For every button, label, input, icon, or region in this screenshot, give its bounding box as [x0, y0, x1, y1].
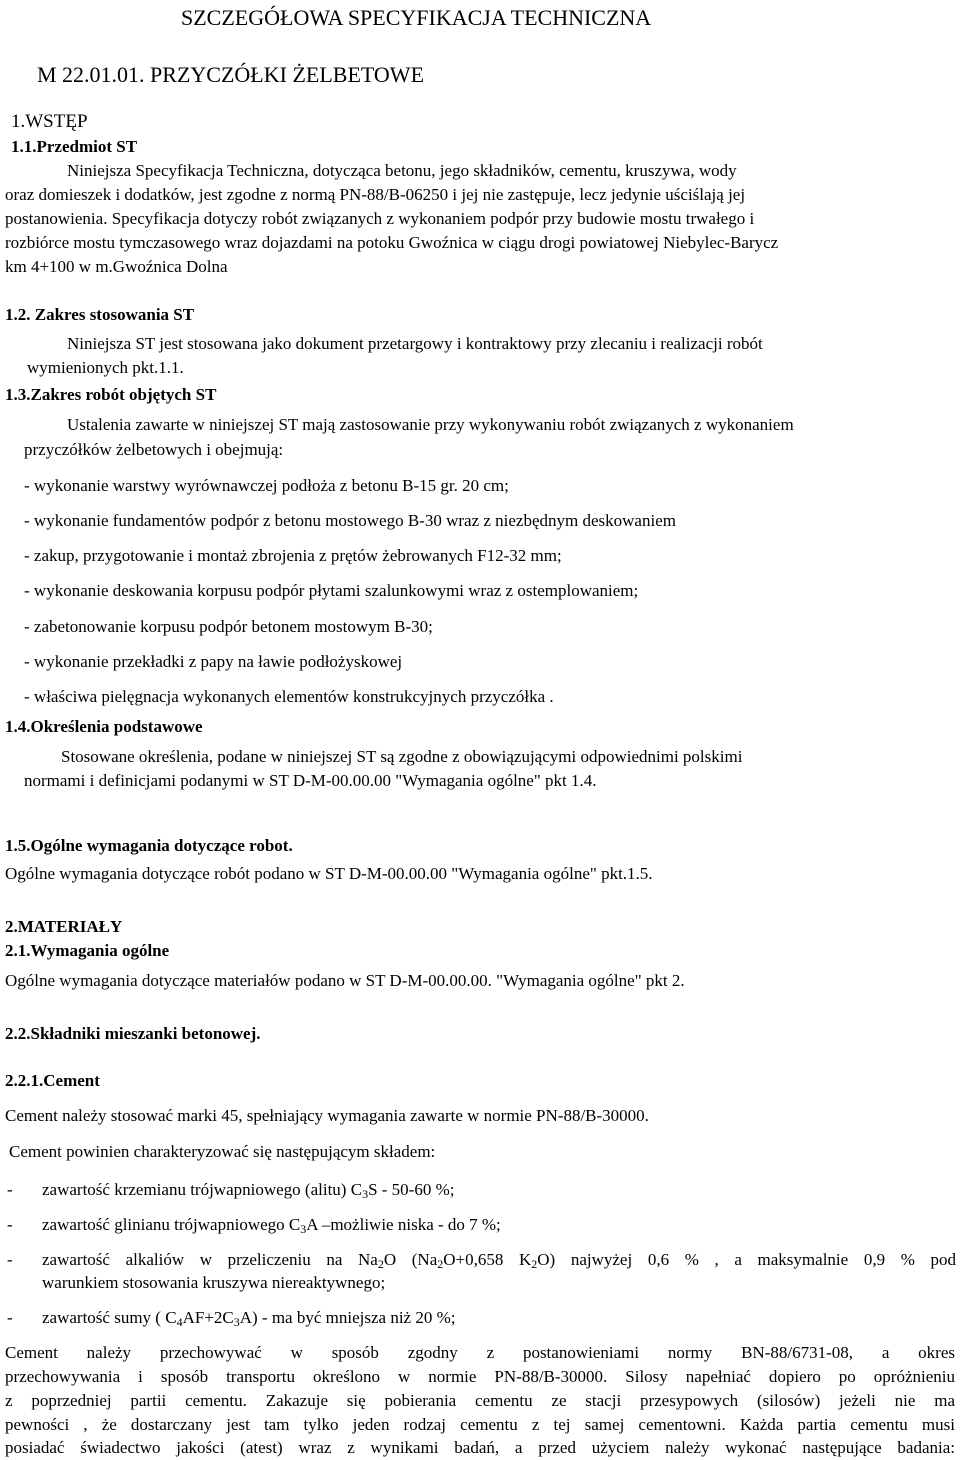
composition-text	[42, 1306, 455, 1329]
storage-text-line-5: posiadać świadectwo jakości (atest) wraz z wynikami badań, a przed użyciem należy wykonać następujące badania:	[5, 1438, 955, 1457]
storage-text-line-2: przechowywania i sposób transportu określono w normie PN-88/B-30000. Silosy napełniać dopiero po opróżnieniu	[5, 1367, 955, 1386]
composition-text	[42, 1213, 501, 1236]
section-2-2-1-heading: 2.2.1.Cement	[5, 1071, 100, 1090]
composition-text	[42, 1248, 956, 1271]
composition-text	[42, 1178, 454, 1201]
section-1-2-heading: 1.2. Zakres stosowania ST	[5, 305, 195, 324]
subscript: 2	[531, 1257, 538, 1271]
list-item: - zakup, przygotowanie i montaż zbrojenia z prętów żebrowanych F12-32 mm;	[24, 546, 562, 565]
section-1-1-text-line-4: rozbiórce mostu tymczasowego wraz dojazdami na potoku Gwoźnica w ciągu drogi powiatowej Niebylec-Barycz	[5, 233, 779, 252]
cement-text-line-2: Cement powinien charakteryzować się następującym składem:	[9, 1142, 436, 1161]
composition-text-part: zawartość alkaliów w przeliczeniu na Na	[42, 1250, 378, 1269]
composition-text-part: A –możliwie niska - do 7 %;	[306, 1215, 501, 1234]
storage-text-line-3: z poprzedniej partii cementu. Zakazuje się pobierania cementu ze stacji przesypowych (silosów) jeżeli nie ma	[5, 1391, 955, 1410]
composition-text-part: AF+2C	[182, 1308, 234, 1327]
list-dash: -	[7, 1308, 13, 1327]
section-1-4-text-line-2: normami i definicjami podanymi w ST D-M-00.00.00 "Wymagania ogólne" pkt 1.4.	[24, 771, 597, 790]
section-1-5-text: Ogólne wymagania dotyczące robót podano w ST D-M-00.00.00 "Wymagania ogólne" pkt.1.5.	[5, 864, 653, 883]
section-1-heading: 1.WSTĘP	[11, 111, 88, 132]
subscript: 3	[233, 1315, 240, 1329]
section-2-1-text: Ogólne wymagania dotyczące materiałów podano w ST D-M-00.00.00. "Wymagania ogólne" pkt 2.	[5, 971, 685, 990]
storage-text-line-4: pewności , że dostarczany jest tam tylko jeden rodzaj cementu z tej samej cementowni. Każda partia cementu musi	[5, 1415, 955, 1434]
list-dash: -	[7, 1250, 13, 1269]
subscript: 3	[362, 1187, 369, 1201]
list-item: - zabetonowanie korpusu podpór betonem mostowym B-30;	[24, 617, 433, 636]
subscript: 2	[437, 1257, 444, 1271]
spec-code-heading: M 22.01.01. PRZYCZÓŁKI ŻELBETOWE	[37, 62, 425, 87]
section-2-2-heading: 2.2.Składniki mieszanki betonowej.	[5, 1024, 261, 1043]
section-1-4-text-line-1: Stosowane określenia, podane w niniejszej ST są zgodne z obowiązującymi odpowiednimi polskimi	[61, 747, 743, 766]
composition-text-part: O+0,658 K	[443, 1250, 532, 1269]
composition-text-part: A) - ma być mniejsza niż 20 %;	[239, 1308, 456, 1327]
section-1-1-text-line-1: Niniejsza Specyfikacja Techniczna, dotycząca betonu, jego składników, cementu, kruszywa, wody	[67, 161, 737, 180]
list-dash: -	[7, 1215, 13, 1234]
list-item: - wykonanie warstwy wyrównawczej podłoża z betonu B-15 gr. 20 cm;	[24, 476, 509, 495]
composition-text-part: S - 50-60 %;	[368, 1180, 455, 1199]
section-1-2-text-line-1: Niniejsza ST jest stosowana jako dokument przetargowy i kontraktowy przy zlecaniu i realizacji robót	[67, 334, 763, 353]
section-1-3-heading: 1.3.Zakres robót objętych ST	[5, 385, 217, 404]
section-1-2-text-line-2: wymienionych pkt.1.1.	[27, 358, 184, 377]
subscript: 4	[176, 1315, 183, 1329]
section-1-1-text-line-3: postanowienia. Specyfikacja dotyczy robót związanych z wykonaniem podpór przy budowie mostu trwałego i	[5, 209, 755, 228]
section-2-heading: 2.MATERIAŁY	[5, 917, 123, 936]
section-1-3-text-line-2: przyczółków żelbetowych i obejmują:	[24, 440, 284, 459]
cement-text-line-1: Cement należy stosować marki 45, spełniający wymagania zawarte w normie PN-88/B-30000.	[5, 1106, 649, 1125]
section-1-3-text-line-1: Ustalenia zawarte w niniejszej ST mają zastosowanie przy wykonywaniu robót związanych z wykonaniem	[67, 415, 794, 434]
composition-text-part: O) najwyżej 0,6 % , a maksymalnie 0,9 % pod	[537, 1250, 956, 1269]
section-2-1-heading: 2.1.Wymagania ogólne	[5, 941, 170, 960]
composition-text-part: zawartość sumy ( C	[42, 1308, 177, 1327]
subscript: 2	[377, 1257, 384, 1271]
composition-text-continuation: warunkiem stosowania kruszywa niereaktywnego;	[42, 1273, 386, 1292]
list-item: - wykonanie przekładki z papy na ławie podłożyskowej	[24, 652, 403, 671]
section-1-1-text-line-2: oraz domieszek i dodatków, jest zgodne z normą PN-88/B-06250 i jej nie zastępuje, lecz jedynie uściślają jej	[5, 185, 746, 204]
section-1-1-heading: 1.1.Przedmiot ST	[11, 137, 138, 156]
composition-text-part: zawartość glinianu trójwapniowego C	[42, 1215, 301, 1234]
section-1-1-text-line-5: km 4+100 w m.Gwoźnica Dolna	[5, 257, 228, 276]
section-1-4-heading: 1.4.Określenia podstawowe	[5, 717, 203, 736]
list-item: - wykonanie deskowania korpusu podpór płytami szalunkowymi wraz z ostemplowaniem;	[24, 581, 639, 600]
composition-text-part: O (Na	[383, 1250, 438, 1269]
list-dash: -	[7, 1180, 13, 1199]
composition-text-part: zawartość krzemianu trójwapniowego (alitu) C	[42, 1180, 363, 1199]
document-title: SZCZEGÓŁOWA SPECYFIKACJA TECHNICZNA	[181, 5, 652, 30]
section-1-5-heading: 1.5.Ogólne wymagania dotyczące robot.	[5, 836, 293, 855]
subscript: 3	[300, 1222, 307, 1236]
list-item: - właściwa pielęgnacja wykonanych elementów konstrukcyjnych przyczółka .	[24, 687, 554, 706]
list-item: - wykonanie fundamentów podpór z betonu mostowego B-30 wraz z niezbędnym deskowaniem	[24, 511, 676, 530]
storage-text-line-1: Cement należy przechowywać w sposób zgodny z postanowieniami normy BN-88/6731-08, a okres	[5, 1343, 955, 1362]
